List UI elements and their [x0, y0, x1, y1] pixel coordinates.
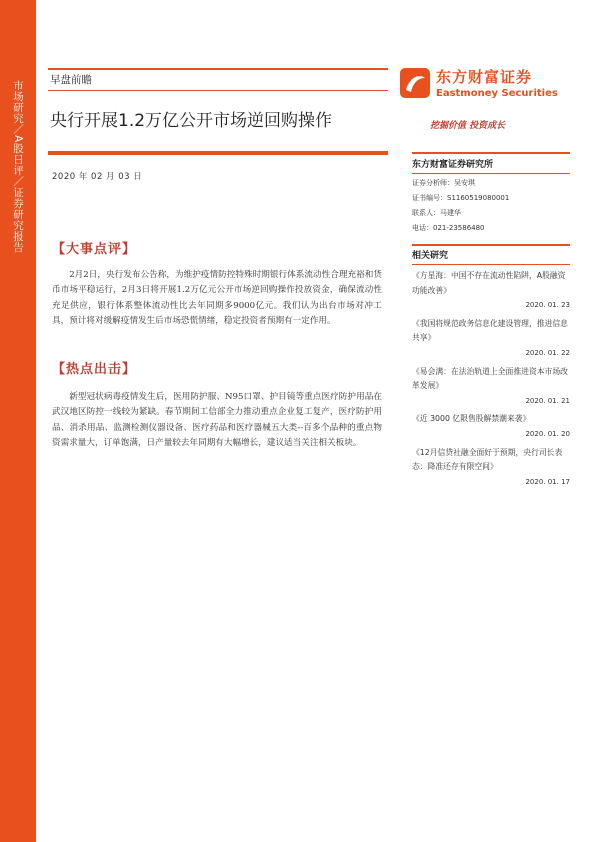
- related-item-link[interactable]: 《近 3000 亿限售股解禁潮来袭》: [412, 414, 531, 424]
- page-title: 央行开展1.2万亿公开市场逆回购操作: [50, 111, 333, 131]
- related-item-date: 2020. 01. 17: [525, 477, 570, 486]
- report-date: 2020 年 02 月 03 日: [52, 172, 143, 182]
- related-item-link[interactable]: 《方星海：中国不存在流动性陷阱，A股融资功能改善》: [412, 271, 566, 295]
- title-rule: [48, 151, 388, 155]
- related-item-link[interactable]: 《易会满：在法治轨道上全面推进资本市场改革发展》: [412, 366, 568, 391]
- section-body-events: 2月2日，央行发布公告称，为维护疫情防控特殊时期银行体系流动性合理充裕和货币市场平稳运行，2月3日将开展1.2万亿元公开市场逆回购操作投放资金，确保流动性充足供应，银行体系整体流动性比去年同期多9000亿元。我们认为出台市场对冲工具，预计将对缓解疫情发生后市场恐慌情绪，稳定投资者预期有一定作用。: [52, 270, 382, 326]
- section-heading-hotspots: 【热点出击】: [52, 362, 137, 377]
- sidebar-label: 市场研究／A股日评／证券研究报告: [12, 80, 24, 253]
- sidebar-strip: [0, 0, 36, 842]
- section-heading-events: 【大事点评】: [52, 242, 137, 257]
- header-top-rule: [48, 68, 388, 70]
- brand-slogan: 挖掘价值 投资成长: [430, 121, 506, 131]
- section-body-hotspots: 新型冠状病毒疫情发生后，医用防护服、N95口罩、护目镜等重点医疗防护用品在武汉地区防控一线较为紧缺。春节期间工信部全力推动重点企业复工复产，医疗防护用品、消杀用品、监测检测仪器设备、医疗药品和医疗器械五大类--百多个品种的重点物资需求量大，订单饱满，日产量较去年同期有大幅增长，建议适当关注相关板块。: [52, 392, 382, 448]
- phone-number: 电话：021-23586480: [412, 224, 485, 232]
- cert-number: 证书编号：S1160519080001: [412, 194, 510, 202]
- institute-title: 东方财富证券研究所: [412, 160, 494, 170]
- brand-name-en: Eastmoney Securities: [436, 88, 558, 99]
- related-item-date: 2020. 01. 23: [525, 301, 570, 310]
- contact-person: 联系人：马建华: [412, 209, 461, 217]
- eastmoney-logo-icon: [398, 66, 432, 100]
- institute-rule: [412, 152, 570, 154]
- related-rule: [412, 244, 570, 246]
- related-item-date: 2020. 01. 21: [525, 396, 570, 405]
- related-item-date: 2020. 01. 22: [525, 348, 570, 357]
- header-rule: [48, 90, 388, 91]
- brand-name-cn: 东方财富证券: [436, 68, 533, 86]
- institute-title-rule: [412, 173, 570, 174]
- related-item-date: 2020. 01. 20: [525, 429, 570, 438]
- analyst-name: 证券分析师：吴安琪: [412, 179, 475, 187]
- related-item-link[interactable]: 《我国将规范政务信息化建设管理，推进信息共享》: [412, 318, 568, 343]
- related-title: 相关研究: [412, 251, 449, 261]
- institute-box: [412, 157, 570, 236]
- doc-type: 早盘前瞻: [50, 74, 92, 86]
- related-title-rule: [412, 264, 570, 265]
- related-item-link[interactable]: 《12月信贷社融全面好于预期，央行司长表态：降准还存有限空间》: [412, 447, 563, 472]
- related-research: [412, 248, 570, 493]
